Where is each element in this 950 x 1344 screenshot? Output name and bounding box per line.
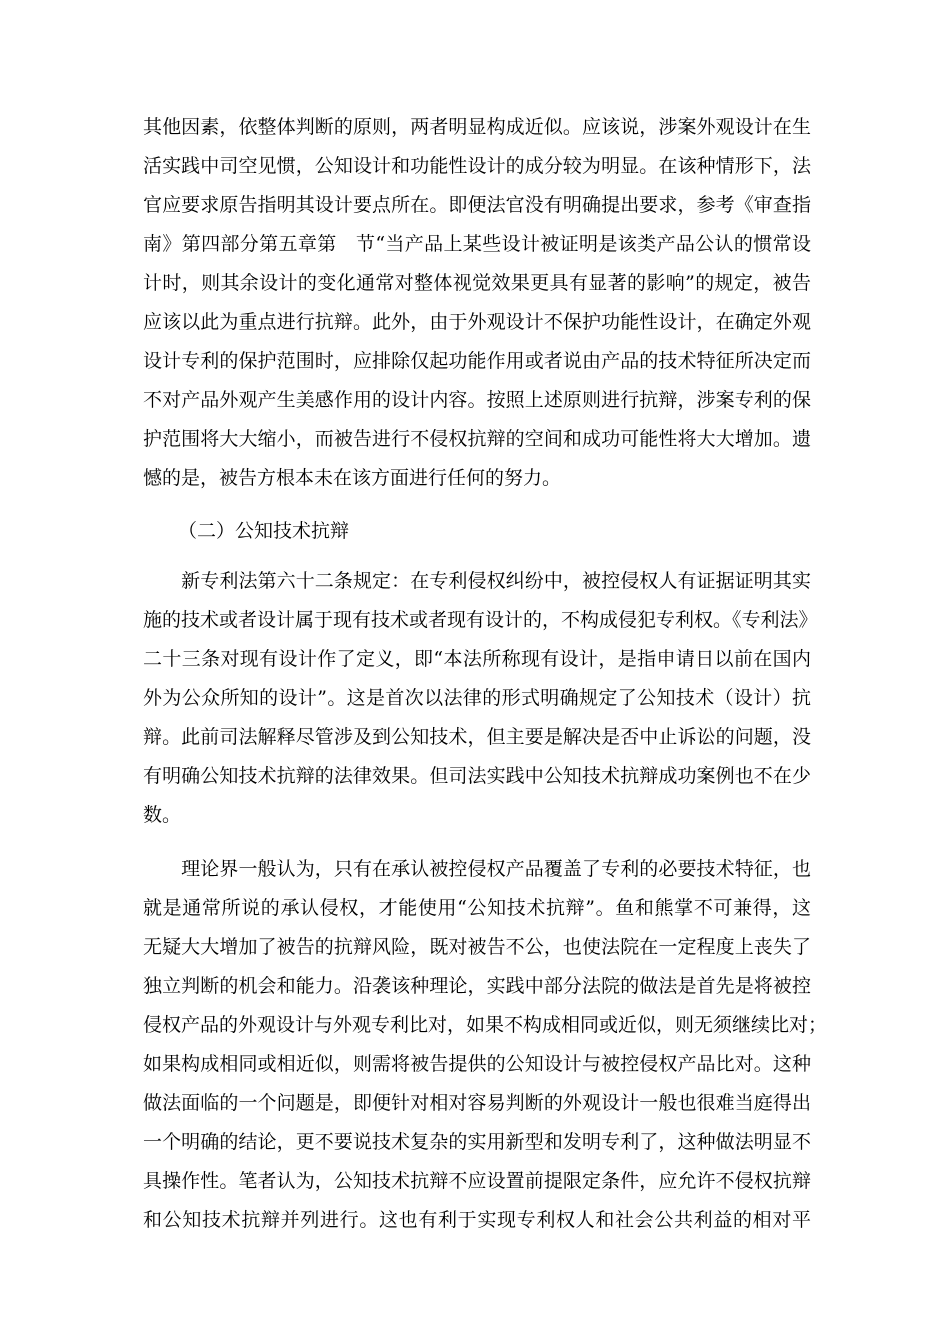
paragraph-theory-view	[143, 850, 828, 1240]
text-line: 外为公众所知的设计”。这是首次以法律的形式明确规定了公知技术（设计）抗	[143, 687, 811, 709]
text-line: 侵权产品的外观设计与外观专利比对，如果不构成相同或近似，则无须继续比对；	[143, 1014, 828, 1036]
text-line: 独立判断的机会和能力。沿袭该种理论，实践中部分法院的做法是首先是将被控	[143, 975, 811, 997]
text-line: 新专利法第六十二条规定：在专利侵权纠纷中，被控侵权人有证据证明其实	[143, 570, 811, 592]
text-line: 护范围将大大缩小，而被告进行不侵权抗辩的空间和成功可能性将大大增加。遗	[143, 428, 811, 450]
text-line: 计时，则其余设计的变化通常对整体视觉效果更具有显著的影响”的规定，被告	[143, 272, 811, 294]
paragraph-prior-art-law	[143, 562, 818, 835]
section-heading: （二）公知技术抗辩	[178, 520, 350, 542]
text-line: 有明确公知技术抗辩的法律效果。但司法实践中公知技术抗辩成功案例也不在少	[143, 765, 811, 787]
text-line: 憾的是，被告方根本未在该方面进行任何的努力。	[143, 467, 562, 489]
text-line: 具操作性。笔者认为，公知技术抗辩不应设置前提限定条件，应允许不侵权抗辩	[143, 1170, 811, 1192]
text-line: 如果构成相同或相近似，则需将被告提供的公知设计与被控侵权产品比对。这种	[143, 1053, 811, 1075]
text-line: 施的技术或者设计属于现有技术或者现有设计的，不构成侵犯专利权。《专利法》	[143, 609, 818, 631]
text-line: 官应要求原告指明其设计要点所在。即便法官没有明确提出要求，参考《审查指	[143, 194, 811, 216]
paragraph-design-similarity	[143, 108, 811, 498]
text-line: 做法面临的一个问题是，即便针对相对容易判断的外观设计一般也很难当庭得出	[143, 1092, 811, 1114]
text-line: 无疑大大增加了被告的抗辩风险，既对被告不公，也使法院在一定程度上丧失了	[143, 936, 811, 958]
text-line: 其他因素，依整体判断的原则，两者明显构成近似。应该说，涉案外观设计在生	[143, 116, 811, 138]
text-line: 一个明确的结论，更不要说技术复杂的实用新型和发明专利了，这种做法明显不	[143, 1131, 811, 1153]
text-line: 数。	[143, 804, 182, 826]
text-line: 活实践中司空见惯，公知设计和功能性设计的成分较为明显。在该种情形下，法	[143, 155, 811, 177]
text-line: 南》第四部分第五章第 节“当产品上某些设计被证明是该类产品公认的惯常设	[143, 233, 811, 255]
text-line: 应该以此为重点进行抗辩。此外，由于外观设计不保护功能性设计，在确定外观	[143, 311, 811, 333]
text-line: 和公知技术抗辩并列进行。这也有利于实现专利权人和社会公共利益的相对平	[143, 1209, 811, 1231]
text-line: 就是通常所说的承认侵权，才能使用“公知技术抗辩”。鱼和熊掌不可兼得，这	[143, 897, 811, 919]
text-line: 不对产品外观产生美感作用的设计内容。按照上述原则进行抗辩，涉案专利的保	[143, 389, 811, 411]
text-line: 理论界一般认为，只有在承认被控侵权产品覆盖了专利的必要技术特征，也	[143, 858, 811, 880]
text-line: 设计专利的保护范围时，应排除仅起功能作用或者说由产品的技术特征所决定而	[143, 350, 811, 372]
text-line: 二十三条对现有设计作了定义，即“本法所称现有设计，是指申请日以前在国内	[143, 648, 811, 670]
text-line: 辩。此前司法解释尽管涉及到公知技术，但主要是解决是否中止诉讼的问题，没	[143, 726, 811, 748]
